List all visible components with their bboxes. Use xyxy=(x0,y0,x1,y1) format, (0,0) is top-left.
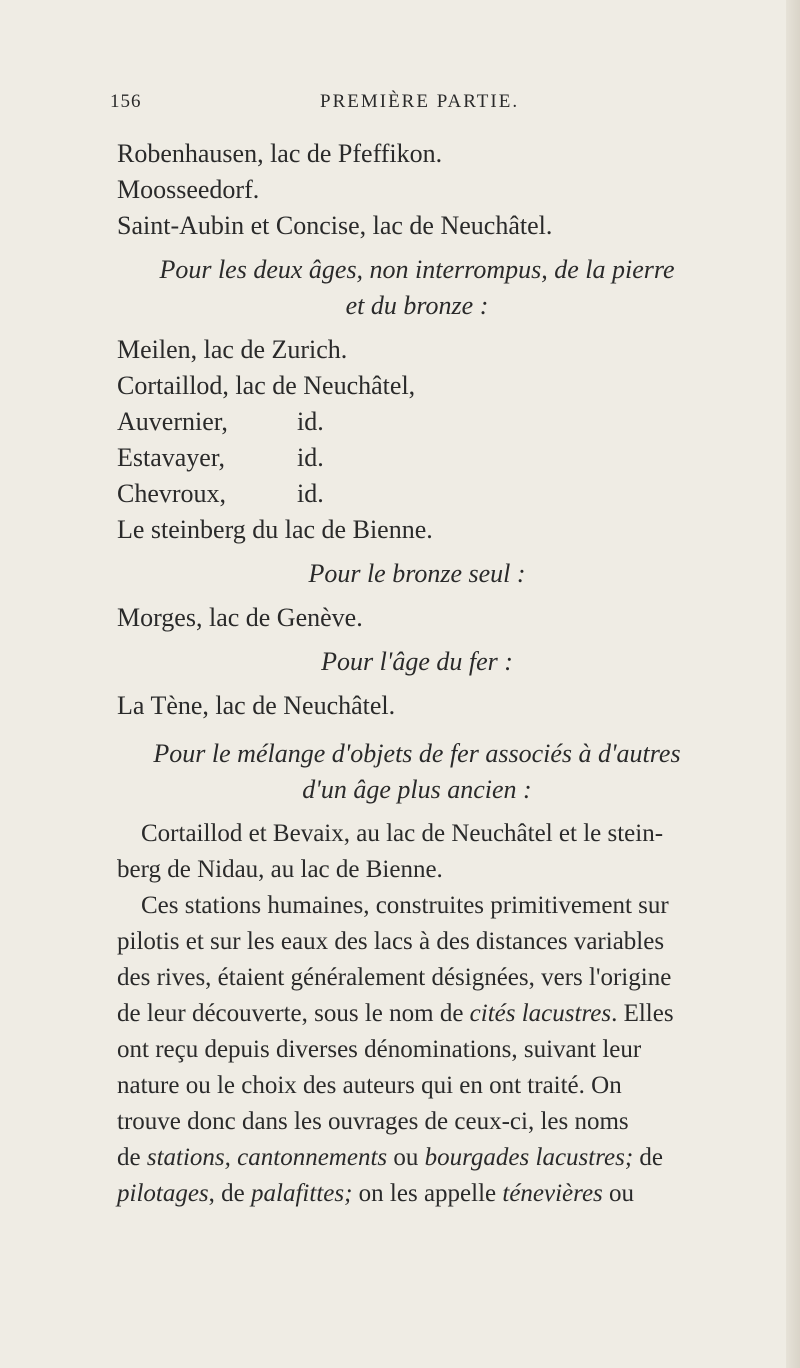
list-item: Robenhausen, lac de Pfeffikon. xyxy=(117,139,443,168)
two-ages-list xyxy=(117,332,717,548)
page-body xyxy=(117,136,717,1212)
text-line: nature ou le choix des auteurs qui en ont traité. On xyxy=(117,1072,622,1099)
italic-term: ténevières xyxy=(502,1180,603,1207)
text-run: ou xyxy=(387,1144,425,1171)
page-number: 156 xyxy=(110,91,142,112)
place-name: Estavayer, xyxy=(117,443,225,472)
section-heading: d'un âge plus ancien : xyxy=(302,775,532,804)
heading-mixed xyxy=(117,736,717,808)
idem-ref: id. xyxy=(297,443,324,472)
page-edge xyxy=(786,0,800,1368)
heading-iron: Pour l'âge du fer : xyxy=(321,647,513,676)
list-item: Morges, lac de Genève. xyxy=(117,603,363,632)
text-line: ont reçu depuis diverses dénominations, suivant leur xyxy=(117,1036,642,1063)
page-header xyxy=(110,91,710,121)
italic-term: cités lacustres xyxy=(469,1000,612,1027)
text-run: de xyxy=(117,1144,147,1171)
stone-age-list xyxy=(117,136,717,244)
text-line: Cortaillod et Bevaix, au lac de Neuchâtel et le stein- xyxy=(141,820,664,847)
italic-term: palafittes; xyxy=(251,1180,353,1207)
text-line: des rives, étaient généralement désignées, vers l'origine xyxy=(117,964,672,991)
italic-term: bourgades lacustres; xyxy=(424,1144,634,1171)
text-run: ou xyxy=(602,1180,635,1207)
text-run: . Elles xyxy=(611,1000,674,1027)
text-line xyxy=(117,996,717,1032)
text-run: de leur découverte, sous le nom de xyxy=(117,1000,470,1027)
italic-term: pilotages xyxy=(117,1180,209,1207)
list-item xyxy=(117,440,717,476)
text-line: trouve donc dans les ouvrages de ceux-ci, les noms xyxy=(117,1108,629,1135)
running-head: PREMIÈRE PARTIE. xyxy=(320,91,520,112)
text-run: de xyxy=(633,1144,664,1171)
heading-two-ages xyxy=(117,252,717,324)
list-item: Moosseedorf. xyxy=(117,175,260,204)
section-heading: et du bronze : xyxy=(345,291,489,320)
idem-ref: id. xyxy=(297,407,324,436)
list-item: Le steinberg du lac de Bienne. xyxy=(117,515,433,544)
place-name: Chevroux, xyxy=(117,479,227,508)
italic-term: stations, cantonnements xyxy=(146,1144,388,1171)
text-line xyxy=(117,1140,717,1176)
section-heading: Pour le mélange d'objets de fer associés à d'autres xyxy=(153,739,681,768)
list-item: Cortaillod, lac de Neuchâtel, xyxy=(117,371,416,400)
section-heading: Pour les deux âges, non interrompus, de la pierre xyxy=(159,255,675,284)
list-item: Meilen, lac de Zurich. xyxy=(117,335,348,364)
list-item: Saint-Aubin et Concise, lac de Neuchâtel. xyxy=(117,211,553,240)
list-item xyxy=(117,476,717,512)
paragraph-mixed xyxy=(117,816,717,888)
text-line: berg de Nidau, au lac de Bienne. xyxy=(117,856,443,883)
text-line: Ces stations humaines, construites primitivement sur xyxy=(141,892,669,919)
list-item xyxy=(117,404,717,440)
place-name: Auvernier, xyxy=(117,407,228,436)
idem-ref: id. xyxy=(297,479,324,508)
text-run: , de xyxy=(208,1180,252,1207)
heading-bronze: Pour le bronze seul : xyxy=(308,559,526,588)
paragraph-stations xyxy=(117,888,717,1212)
text-run: on les appelle xyxy=(352,1180,503,1207)
text-line: pilotis et sur les eaux des lacs à des distances variables xyxy=(117,928,665,955)
text-line xyxy=(117,1176,717,1212)
list-item: La Tène, lac de Neuchâtel. xyxy=(117,691,396,720)
